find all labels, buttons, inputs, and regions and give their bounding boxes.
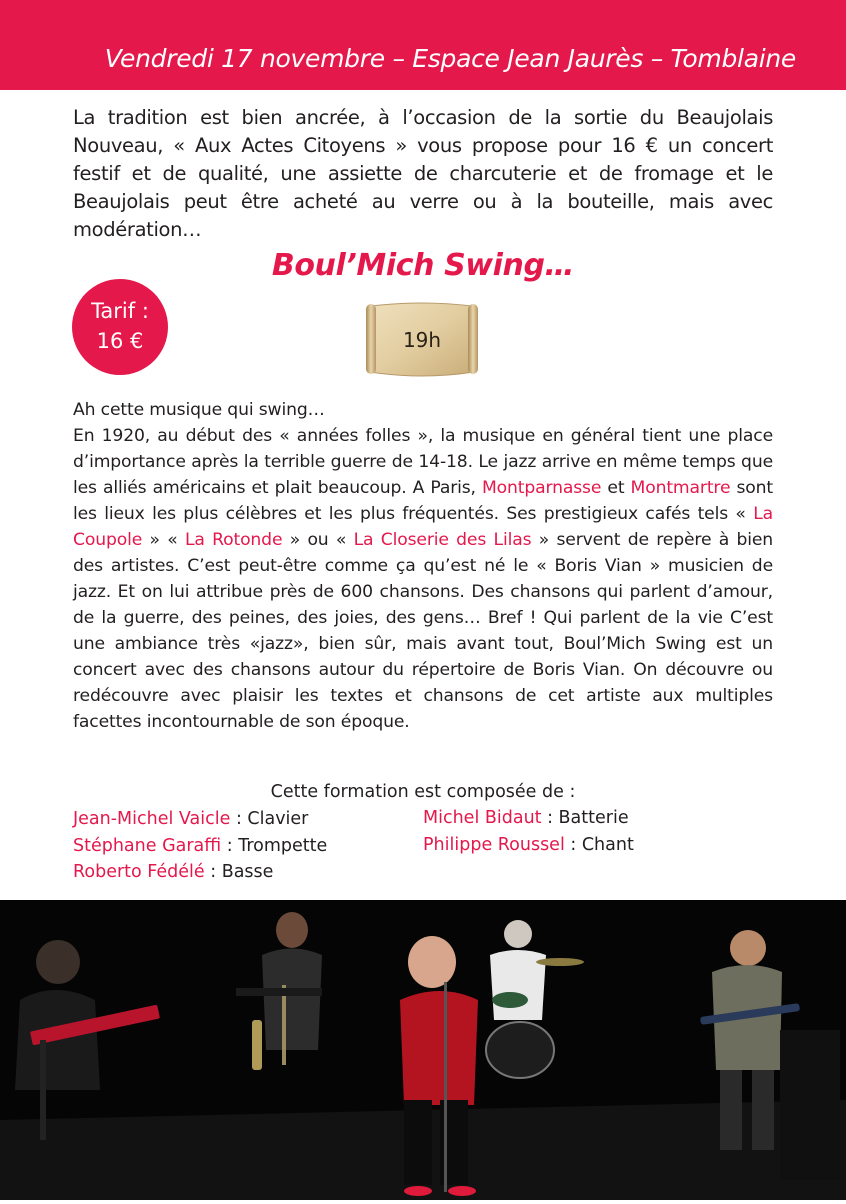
member-item [73, 859, 327, 886]
cafe-la-closerie-des-lilas: La Closerie des Lilas [353, 530, 532, 550]
text-segment: En 1920, au début des « années folles », la musique en général tient une place d’importance après la terrible guerre de 14-18. Le jazz arrive en même temps que les alliés américains et plait beaucoup. A Paris, [73, 426, 773, 498]
band-photo [0, 900, 846, 1200]
member-role: : Trompette [221, 835, 328, 856]
tarif-label: Tarif : [91, 299, 149, 323]
header-title: Vendredi 17 novembre – Espace Jean Jaurès – Tomblaine [104, 44, 796, 73]
text-segment: sont les lieux les plus célèbres et les plus fréquentés. Ses prestigieux cafés tels « [73, 478, 773, 524]
description-intro-line: Ah cette musique qui swing… [73, 400, 325, 420]
band-photo-illustration [0, 900, 846, 1200]
text-segment: » servent de repère à bien des artistes. C’est peut-être comme ça qu’est né le « Boris Vian » musicien de jazz. Et on lui attribue près de 600 chansons. Des chansons qui parlent d’amour, de la guerre, des peines, des joies, des gens… Bref ! Qui parlent de la vie C’est une ambiance très «jazz», bien sûr, mais avant tout, Boul’Mich Swing est un concert avec des chansons autour du répertoire de Boris Vian. On découvre ou redécouvre avec plaisir les textes et chansons de cet artiste aux multiples facettes incontournable de son époque. [73, 530, 774, 732]
intro-text [73, 104, 773, 244]
member-item [73, 806, 327, 833]
composition-title: Cette formation est composée de : [270, 782, 576, 802]
members-right-column [423, 805, 634, 858]
member-role: : Batterie [541, 808, 629, 828]
member-item [423, 805, 634, 832]
description-text [73, 397, 773, 735]
event-title: Boul’Mich Swing… [271, 248, 575, 283]
text-segment: » « [142, 530, 185, 550]
event-time: 19h [402, 328, 442, 352]
member-role: : Chant [564, 834, 634, 855]
header-banner [0, 0, 846, 90]
description-paragraph [73, 423, 773, 735]
members-left-column [73, 806, 327, 886]
place-montmartre: Montmartre [630, 478, 731, 498]
member-name: Jean-Michel Vaicle [73, 809, 231, 829]
member-item [423, 832, 634, 859]
member-name: Stéphane Garaffi [73, 835, 222, 856]
text-segment: » ou « [282, 530, 354, 550]
scroll-icon [364, 300, 480, 380]
member-name: Michel Bidaut [423, 808, 542, 828]
intro-paragraph: La tradition est bien ancrée, à l’occasion de la sortie du Beaujolais Nouveau, « Aux Actes Citoyens » vous propose pour 16 € un concert festif et de qualité, une assiette de charcuterie et de fromage et le Beaujolais peut être acheté au verre ou à la bouteille, mais avec modération… [73, 106, 773, 241]
tarif-price: 16 € [96, 329, 144, 353]
member-role: : Clavier [230, 809, 309, 829]
cafe-la-coupole: La Coupole [73, 504, 773, 550]
member-name: Roberto Fédélé [73, 862, 205, 882]
text-segment: et [601, 478, 631, 498]
place-montparnasse: Montparnasse [481, 478, 602, 498]
cafe-la-rotonde: La Rotonde [184, 530, 283, 550]
tarif-badge [72, 279, 168, 375]
member-role: : Basse [204, 862, 274, 882]
member-name: Philippe Roussel [423, 834, 565, 855]
member-item [73, 833, 327, 860]
